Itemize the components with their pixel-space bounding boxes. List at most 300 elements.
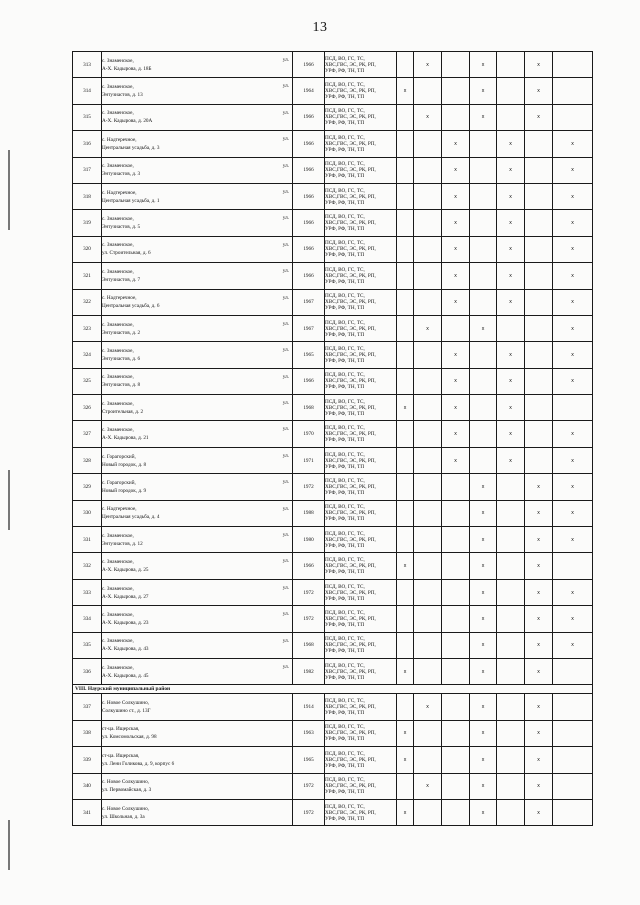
table-row <box>73 747 593 773</box>
works-line: ПСД, ВО, ГС, ТС, <box>325 266 365 273</box>
period-mark-cell: x <box>470 773 497 799</box>
build-year: 1966 <box>293 131 325 157</box>
table-row <box>73 104 593 130</box>
period-mark-cell <box>442 315 470 341</box>
address-street: Строительная, д. 2 <box>102 408 144 415</box>
address-cell <box>102 263 293 289</box>
works-line: ХВС,ГВС, ЭС, РК, РП, <box>325 642 376 649</box>
works-line: ПСД, ВО, ГС, ТС, <box>325 662 365 669</box>
address-locality: с. Знаменское, <box>102 611 134 618</box>
period-mark-cell: x <box>442 342 470 368</box>
build-year: 1970 <box>293 421 325 447</box>
works-list <box>325 500 397 526</box>
works-list <box>325 694 397 720</box>
works-list <box>325 421 397 447</box>
works-list <box>325 263 397 289</box>
period-mark-cell <box>397 263 414 289</box>
address-locality: с. Горагорский, <box>102 479 136 486</box>
row-number: 324 <box>73 342 102 368</box>
works-line: УРФ, РФ, ТН, ТП <box>325 789 365 796</box>
period-mark-cell: x <box>553 183 593 209</box>
build-year: 1965 <box>293 747 325 773</box>
period-mark-cell: x <box>442 447 470 473</box>
address-locality: с. Знаменское, <box>102 374 134 381</box>
works-line: ПСД, ВО, ГС, ТС, <box>325 161 365 168</box>
address-street: ул. Первомайская, д. 3 <box>102 787 152 794</box>
period-mark-cell <box>397 500 414 526</box>
works-line: ХВС,ГВС, ЭС, РК, РП, <box>325 783 376 790</box>
period-mark-cell: x <box>553 606 593 632</box>
period-mark-cell: x <box>470 694 497 720</box>
period-mark-cell <box>397 183 414 209</box>
period-mark-cell <box>470 342 497 368</box>
address-cell <box>102 579 293 605</box>
works-line: ПСД, ВО, ГС, ТС, <box>325 724 365 731</box>
works-line: ПСД, ВО, ГС, ТС, <box>325 477 365 484</box>
works-line: УРФ, РФ, ТН, ТП <box>325 463 365 470</box>
address-street: А-Х. Кадырова, д. 20А <box>102 118 153 125</box>
build-year: 1972 <box>293 474 325 500</box>
period-mark-cell <box>414 342 442 368</box>
period-mark-cell: x <box>525 553 553 579</box>
period-mark-cell: x <box>397 553 414 579</box>
works-line: ХВС,ГВС, ЭС, РК, РП, <box>325 483 376 490</box>
period-mark-cell: x <box>497 236 525 262</box>
works-line: ПСД, ВО, ГС, ТС, <box>325 504 365 511</box>
address-street: Энтузиастов, д. 5 <box>102 224 141 231</box>
period-mark-cell: x <box>397 799 414 825</box>
period-mark-cell: x <box>414 773 442 799</box>
period-mark-cell: x <box>470 658 497 684</box>
period-mark-cell: x <box>525 658 553 684</box>
works-line: ПСД, ВО, ГС, ТС, <box>325 750 365 757</box>
row-number: 333 <box>73 579 102 605</box>
period-mark-cell: x <box>553 579 593 605</box>
address-locality: с. Знаменское, <box>102 664 134 671</box>
works-line: ХВС,ГВС, ЭС, РК, РП, <box>325 615 376 622</box>
period-mark-cell <box>553 747 593 773</box>
row-number: 325 <box>73 368 102 394</box>
works-list <box>325 773 397 799</box>
period-mark-cell <box>442 527 470 553</box>
period-mark-cell <box>414 474 442 500</box>
period-mark-cell: x <box>525 606 553 632</box>
table-row <box>73 773 593 799</box>
period-mark-cell: x <box>497 368 525 394</box>
works-list <box>325 527 397 553</box>
period-mark-cell <box>442 553 470 579</box>
period-mark-cell <box>470 421 497 447</box>
build-year: 1972 <box>293 773 325 799</box>
district-section-row <box>73 685 593 694</box>
street-prefix: ул. <box>282 611 289 618</box>
period-mark-cell: x <box>553 500 593 526</box>
period-mark-cell <box>553 395 593 421</box>
period-mark-cell <box>414 632 442 658</box>
row-number: 338 <box>73 720 102 746</box>
period-mark-cell: x <box>414 694 442 720</box>
period-mark-cell: x <box>553 131 593 157</box>
street-prefix: ул. <box>282 215 289 222</box>
build-year: 1966 <box>293 157 325 183</box>
table-row <box>73 236 593 262</box>
address-street: А-Х. Кадырова, д. 27 <box>102 593 149 600</box>
period-mark-cell <box>397 236 414 262</box>
address-street: Центральная усадьба, д. 1 <box>102 197 160 204</box>
works-line: ПСД, ВО, ГС, ТС, <box>325 803 365 810</box>
period-mark-cell <box>442 500 470 526</box>
period-mark-cell: x <box>525 579 553 605</box>
row-number: 319 <box>73 210 102 236</box>
works-line: ХВС,ГВС, ЭС, РК, РП, <box>325 809 376 816</box>
period-mark-cell: x <box>497 210 525 236</box>
address-locality: с. Знаменское, <box>102 585 134 592</box>
works-line: ХВС,ГВС, ЭС, РК, РП, <box>325 404 376 411</box>
period-mark-cell <box>414 579 442 605</box>
works-line: ПСД, ВО, ГС, ТС, <box>325 345 365 352</box>
build-year: 1972 <box>293 799 325 825</box>
period-mark-cell <box>525 395 553 421</box>
works-list <box>325 131 397 157</box>
address-cell <box>102 474 293 500</box>
period-mark-cell: x <box>525 52 553 78</box>
table-row <box>73 315 593 341</box>
works-line: УРФ, РФ, ТН, ТП <box>325 331 365 338</box>
period-mark-cell <box>414 157 442 183</box>
period-mark-cell: x <box>553 263 593 289</box>
works-line: ХВС,ГВС, ЭС, РК, РП, <box>325 510 376 517</box>
period-mark-cell <box>553 799 593 825</box>
address-locality: с. Знаменское, <box>102 110 134 117</box>
table-row <box>73 368 593 394</box>
period-mark-cell <box>470 368 497 394</box>
works-line: ПСД, ВО, ГС, ТС, <box>325 583 365 590</box>
works-list <box>325 210 397 236</box>
period-mark-cell <box>397 606 414 632</box>
period-mark-cell <box>525 263 553 289</box>
works-line: ПСД, ВО, ГС, ТС, <box>325 557 365 564</box>
period-mark-cell: x <box>470 553 497 579</box>
build-year: 1965 <box>293 342 325 368</box>
table-row <box>73 658 593 684</box>
works-line: ПСД, ВО, ГС, ТС, <box>325 609 365 616</box>
period-mark-cell <box>442 694 470 720</box>
period-mark-cell <box>470 157 497 183</box>
works-line: УРФ, РФ, ТН, ТП <box>325 736 365 743</box>
table-row <box>73 632 593 658</box>
address-cell <box>102 799 293 825</box>
build-year: 1988 <box>293 500 325 526</box>
row-number: 339 <box>73 747 102 773</box>
period-mark-cell: x <box>470 500 497 526</box>
period-mark-cell <box>553 694 593 720</box>
street-prefix: ул. <box>282 584 289 591</box>
period-mark-cell <box>442 474 470 500</box>
build-year: 1966 <box>293 368 325 394</box>
works-line: ХВС,ГВС, ЭС, РК, РП, <box>325 704 376 711</box>
build-year: 1964 <box>293 78 325 104</box>
works-list <box>325 395 397 421</box>
street-prefix: ул. <box>282 558 289 565</box>
works-line: ХВС,ГВС, ЭС, РК, РП, <box>325 325 376 332</box>
period-mark-cell: x <box>397 395 414 421</box>
address-locality: с. Знаменское, <box>102 84 134 91</box>
table-row <box>73 78 593 104</box>
period-mark-cell <box>397 447 414 473</box>
period-mark-cell: x <box>497 263 525 289</box>
period-mark-cell <box>414 183 442 209</box>
table-row <box>73 210 593 236</box>
works-line: ПСД, ВО, ГС, ТС, <box>325 777 365 784</box>
period-mark-cell <box>397 52 414 78</box>
address-street: Центральная усадьба, д. 3 <box>102 144 160 151</box>
row-number: 328 <box>73 447 102 473</box>
build-year: 1963 <box>293 720 325 746</box>
works-line: УРФ, РФ, ТН, ТП <box>325 384 365 391</box>
works-list <box>325 157 397 183</box>
period-mark-cell <box>497 720 525 746</box>
period-mark-cell <box>414 421 442 447</box>
works-line: УРФ, РФ, ТН, ТП <box>325 146 365 153</box>
period-mark-cell <box>414 236 442 262</box>
period-mark-cell <box>414 799 442 825</box>
works-line: УРФ, РФ, ТН, ТП <box>325 120 365 127</box>
period-mark-cell: x <box>442 183 470 209</box>
table-row <box>73 553 593 579</box>
period-mark-cell <box>497 658 525 684</box>
period-mark-cell: x <box>553 447 593 473</box>
address-locality: с. Знаменское, <box>102 427 134 434</box>
works-line: ПСД, ВО, ГС, ТС, <box>325 108 365 115</box>
row-number: 317 <box>73 157 102 183</box>
period-mark-cell <box>414 368 442 394</box>
build-year: 1972 <box>293 606 325 632</box>
works-list <box>325 78 397 104</box>
period-mark-cell <box>497 632 525 658</box>
address-locality: с. Знаменское, <box>102 163 134 170</box>
table-row <box>73 342 593 368</box>
address-cell <box>102 421 293 447</box>
period-mark-cell <box>525 289 553 315</box>
row-number: 327 <box>73 421 102 447</box>
period-mark-cell <box>442 606 470 632</box>
address-street: А-Х. Кадырова, д. 18Б <box>102 65 152 72</box>
address-locality: с. Горагорский, <box>102 453 136 460</box>
period-mark-cell <box>497 553 525 579</box>
period-mark-cell: x <box>553 289 593 315</box>
street-prefix: ул. <box>282 663 289 670</box>
works-list <box>325 342 397 368</box>
period-mark-cell <box>397 421 414 447</box>
row-number: 330 <box>73 500 102 526</box>
period-mark-cell: x <box>470 579 497 605</box>
works-line: УРФ, РФ, ТН, ТП <box>325 762 365 769</box>
works-line: ПСД, ВО, ГС, ТС, <box>325 82 365 89</box>
period-mark-cell: x <box>414 52 442 78</box>
address-locality: с. Надтеречное, <box>102 189 137 196</box>
period-mark-cell: x <box>497 131 525 157</box>
address-locality: с. Надтеречное, <box>102 136 137 143</box>
address-cell <box>102 289 293 315</box>
works-list <box>325 720 397 746</box>
works-list <box>325 606 397 632</box>
period-mark-cell: x <box>470 527 497 553</box>
period-mark-cell: x <box>442 289 470 315</box>
address-street: А-Х. Кадырова, д. 45 <box>102 672 149 679</box>
address-street: Новый городок, д. 8 <box>102 461 147 468</box>
works-line: УРФ, РФ, ТН, ТП <box>325 542 365 549</box>
works-line: УРФ, РФ, ТН, ТП <box>325 252 365 259</box>
works-list <box>325 579 397 605</box>
period-mark-cell <box>525 183 553 209</box>
table-row <box>73 263 593 289</box>
period-mark-cell: x <box>525 799 553 825</box>
address-street: Энтузиастов, д. 2 <box>102 329 141 336</box>
works-line: УРФ, РФ, ТН, ТП <box>325 595 365 602</box>
period-mark-cell <box>525 236 553 262</box>
address-locality: ст-ца. Ищерская, <box>102 726 140 733</box>
period-mark-cell <box>397 368 414 394</box>
row-number: 329 <box>73 474 102 500</box>
street-prefix: ул. <box>282 320 289 327</box>
build-year: 1972 <box>293 579 325 605</box>
works-line: ПСД, ВО, ГС, ТС, <box>325 55 365 62</box>
works-list <box>325 289 397 315</box>
period-mark-cell <box>397 579 414 605</box>
period-mark-cell <box>497 694 525 720</box>
street-prefix: ул. <box>282 188 289 195</box>
period-mark-cell <box>497 500 525 526</box>
works-line: УРФ, РФ, ТН, ТП <box>325 621 365 628</box>
row-number: 331 <box>73 527 102 553</box>
period-mark-cell <box>470 447 497 473</box>
build-year: 1914 <box>293 694 325 720</box>
period-mark-cell <box>497 606 525 632</box>
build-year: 1966 <box>293 263 325 289</box>
street-prefix: ул. <box>282 532 289 539</box>
works-line: УРФ, РФ, ТН, ТП <box>325 569 365 576</box>
period-mark-cell: x <box>525 632 553 658</box>
period-mark-cell <box>397 527 414 553</box>
address-street: А-Х. Кадырова, д. 25 <box>102 567 149 574</box>
address-street: А-Х. Кадырова, д. 21 <box>102 435 149 442</box>
period-mark-cell <box>397 131 414 157</box>
period-mark-cell: x <box>470 474 497 500</box>
build-year: 1966 <box>293 52 325 78</box>
address-cell <box>102 720 293 746</box>
period-mark-cell: x <box>497 157 525 183</box>
street-prefix: ул. <box>282 452 289 459</box>
build-year: 1966 <box>293 104 325 130</box>
works-line: ХВС,ГВС, ЭС, РК, РП, <box>325 272 376 279</box>
table-row <box>73 720 593 746</box>
works-line: УРФ, РФ, ТН, ТП <box>325 674 365 681</box>
period-mark-cell <box>414 747 442 773</box>
period-mark-cell: x <box>525 78 553 104</box>
period-mark-cell: x <box>553 210 593 236</box>
works-line: ПСД, ВО, ГС, ТС, <box>325 319 365 326</box>
address-street: Новый городок, д. 9 <box>102 487 147 494</box>
period-mark-cell: x <box>470 52 497 78</box>
works-line: ХВС,ГВС, ЭС, РК, РП, <box>325 299 376 306</box>
works-line: УРФ, РФ, ТН, ТП <box>325 489 365 496</box>
works-line: УРФ, РФ, ТН, ТП <box>325 305 365 312</box>
address-cell <box>102 210 293 236</box>
period-mark-cell <box>414 658 442 684</box>
works-line: ПСД, ВО, ГС, ТС, <box>325 398 365 405</box>
street-prefix: ул. <box>282 109 289 116</box>
works-list <box>325 104 397 130</box>
works-line: ХВС,ГВС, ЭС, РК, РП, <box>325 61 376 68</box>
period-mark-cell <box>414 447 442 473</box>
period-mark-cell <box>497 747 525 773</box>
period-mark-cell: x <box>553 342 593 368</box>
table-row <box>73 183 593 209</box>
works-line: УРФ, РФ, ТН, ТП <box>325 516 365 523</box>
works-line: ХВС,ГВС, ЭС, РК, РП, <box>325 378 376 385</box>
row-number: 314 <box>73 78 102 104</box>
address-cell <box>102 658 293 684</box>
period-mark-cell <box>442 52 470 78</box>
period-mark-cell <box>525 157 553 183</box>
binding-edge-mark <box>8 150 10 230</box>
address-locality: с. Новое Солкушино, <box>102 805 149 812</box>
period-mark-cell: x <box>525 720 553 746</box>
address-street: ул. Школьная, д. 3а <box>102 813 145 820</box>
period-mark-cell: x <box>470 606 497 632</box>
works-line: ПСД, ВО, ГС, ТС, <box>325 425 365 432</box>
address-street: А-Х. Кадырова, д. 23 <box>102 619 149 626</box>
works-list <box>325 658 397 684</box>
period-mark-cell: x <box>553 368 593 394</box>
period-mark-cell: x <box>553 315 593 341</box>
address-locality: с. Знаменское, <box>102 216 134 223</box>
works-line: ХВС,ГВС, ЭС, РК, РП, <box>325 140 376 147</box>
period-mark-cell: x <box>525 104 553 130</box>
address-cell <box>102 447 293 473</box>
street-prefix: ул. <box>282 57 289 63</box>
address-cell <box>102 104 293 130</box>
address-street: Солкушино ст., д. 13Г <box>102 708 151 715</box>
period-mark-cell <box>442 579 470 605</box>
works-line: ХВС,ГВС, ЭС, РК, РП, <box>325 167 376 174</box>
street-prefix: ул. <box>282 83 289 90</box>
address-street: Энтузиастов, д. 3 <box>102 171 141 178</box>
address-locality: с. Знаменское, <box>102 347 134 354</box>
period-mark-cell <box>414 289 442 315</box>
address-cell <box>102 632 293 658</box>
period-mark-cell: x <box>470 632 497 658</box>
period-mark-cell <box>414 395 442 421</box>
address-street: Центральная усадьба, д. 4 <box>102 514 160 521</box>
works-line: ХВС,ГВС, ЭС, РК, РП, <box>325 536 376 543</box>
street-prefix: ул. <box>282 400 289 407</box>
period-mark-cell: x <box>397 78 414 104</box>
address-street: Энтузиастов, д. 6 <box>102 355 141 362</box>
table-row <box>73 579 593 605</box>
works-line: УРФ, РФ, ТН, ТП <box>325 226 365 233</box>
row-number: 340 <box>73 773 102 799</box>
row-number: 323 <box>73 315 102 341</box>
table-row <box>73 395 593 421</box>
period-mark-cell: x <box>525 773 553 799</box>
works-line: УРФ, РФ, ТН, ТП <box>325 410 365 417</box>
period-mark-cell <box>525 368 553 394</box>
period-mark-cell: x <box>442 210 470 236</box>
period-mark-cell <box>397 157 414 183</box>
build-year: 1966 <box>293 236 325 262</box>
period-mark-cell <box>442 799 470 825</box>
